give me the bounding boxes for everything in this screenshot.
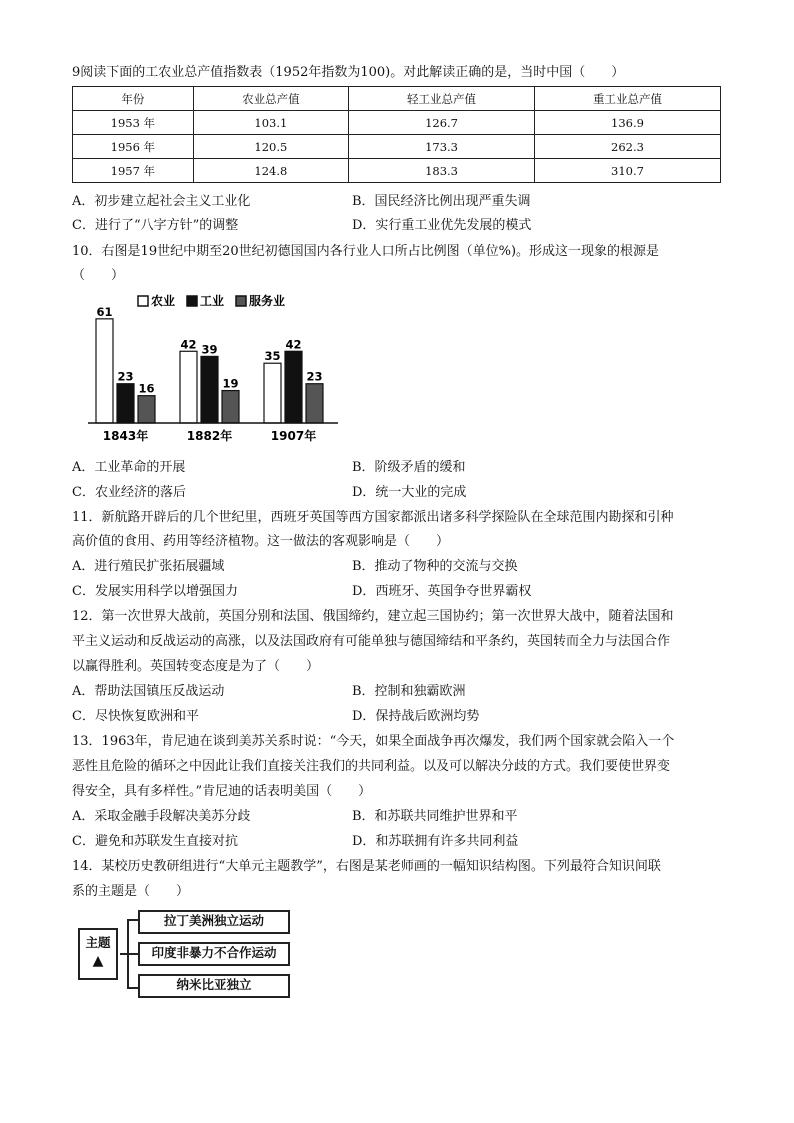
table-cell: 1956 年	[73, 135, 194, 159]
q12-option-a[interactable]: A．帮助法国镇压反战运动	[72, 684, 225, 699]
bar-value-label: 16	[138, 381, 155, 396]
bar-value-label: 61	[96, 304, 113, 319]
bar	[306, 384, 323, 423]
q13-stem-cont2: 得安全，具有多样性。”肯尼迪的话表明美国（ ）	[72, 784, 372, 799]
triangle-icon: ▲	[92, 953, 104, 969]
q14-stem-cont: 系的主题是（ ）	[72, 884, 190, 899]
legend-swatch	[236, 296, 246, 306]
q13-option-d[interactable]: D．和苏联拥有许多共同利益	[352, 834, 519, 849]
table-row	[73, 159, 721, 183]
table-cell: 1957 年	[73, 159, 194, 183]
table-header: 农业总产值	[193, 87, 348, 111]
table-cell: 1953 年	[73, 111, 194, 135]
legend-label: 农业	[151, 294, 176, 308]
employment-bar-chart	[88, 292, 348, 448]
legend-swatch	[138, 296, 148, 306]
theme-label: 主题	[85, 935, 111, 950]
q10-stem-cont: （ ）	[72, 268, 125, 283]
q11-option-d[interactable]: D．西班牙、英国争夺世界霸权	[352, 584, 532, 599]
q12-option-c[interactable]: C．尽快恢复欧洲和平	[72, 709, 199, 724]
q10-option-a[interactable]: A．工业革命的开展	[72, 460, 186, 475]
q12-stem-cont2: 以赢得胜利。英国转变态度是为了（ ）	[72, 659, 320, 674]
q13-stem: 13．1963年，肯尼迪在谈到美苏关系时说：“今天，如果全面战争再次爆发，我们两个国家就会陷入一个	[72, 734, 675, 749]
legend-label: 服务业	[249, 294, 286, 308]
q13-option-b[interactable]: B．和苏联共同维护世界和平	[352, 809, 518, 824]
table-cell: 183.3	[349, 159, 535, 183]
bar	[180, 351, 197, 423]
q12-option-d[interactable]: D．保持战后欧洲均势	[352, 709, 480, 724]
q10-stem: 10．右图是19世纪中期至20世纪初德国国内各行业人口所占比例图（单位%)。形成这一现象的根源是	[72, 244, 660, 259]
bar-value-label: 42	[180, 337, 197, 352]
bar-value-label: 19	[222, 376, 239, 391]
theme-box	[78, 928, 118, 980]
table-cell: 310.7	[535, 159, 721, 183]
bar	[138, 396, 155, 423]
legend-label: 工业	[200, 294, 225, 308]
table-cell: 124.8	[193, 159, 348, 183]
bar	[96, 319, 113, 423]
bar-value-label: 42	[285, 337, 302, 352]
chart-legend	[138, 293, 285, 308]
table-cell: 173.3	[349, 135, 535, 159]
q11-stem: 11．新航路开辟后的几个世纪里，西班牙英国等西方国家都派出诸多科学探险队在全球范围内勘探和引种	[72, 510, 674, 525]
x-tick-labels	[103, 428, 316, 443]
bar-value-label: 35	[264, 349, 281, 364]
q10-option-d[interactable]: D．统一大业的完成	[352, 485, 467, 500]
q9-option-b[interactable]: B．国民经济比例出现严重失调	[352, 194, 531, 209]
knowledge-structure-diagram	[78, 908, 293, 1000]
bar-value-label: 23	[117, 369, 134, 384]
table-cell: 136.9	[535, 111, 721, 135]
x-tick-label: 1843年	[102, 429, 149, 443]
table-header: 轻工业总产值	[349, 87, 535, 111]
q9-option-d[interactable]: D．实行重工业优先发展的模式	[352, 218, 532, 233]
q12-stem: 12．第一次世界大战前，英国分别和法国、俄国缔约，建立起三国协约；第一次世界大战中，随着法国和	[72, 609, 674, 624]
table-row	[73, 135, 721, 159]
q11-stem-cont: 高价值的食用、药用等经济植物。这一做法的客观影响是（ ）	[72, 534, 450, 549]
bar	[117, 384, 134, 423]
chart-bars	[96, 305, 323, 423]
table-header: 重工业总产值	[535, 87, 721, 111]
bar-value-label: 39	[201, 342, 218, 357]
x-tick-label: 1907年	[270, 429, 317, 443]
q13-stem-cont: 恶性且危险的循环之中因此让我们直接关注我们的共同利益。以及可以解决分歧的方式。我们要使世界变	[72, 759, 671, 774]
bar	[222, 391, 239, 423]
table-row	[73, 111, 721, 135]
bar	[285, 351, 302, 423]
table-cell: 120.5	[193, 135, 348, 159]
q11-option-b[interactable]: B．推动了物种的交流与交换	[352, 559, 518, 574]
bar	[264, 363, 281, 423]
diagram-item-namibia: 纳米比亚独立	[138, 974, 290, 998]
diagram-item-latin-america: 拉丁美洲独立运动	[138, 910, 290, 934]
q13-option-a[interactable]: A．采取金融手段解决美苏分歧	[72, 809, 251, 824]
legend-swatch	[187, 296, 197, 306]
diagram-item-india: 印度非暴力不合作运动	[138, 942, 290, 966]
q11-option-a[interactable]: A．进行殖民扩张拓展疆域	[72, 559, 225, 574]
x-tick-label: 1882年	[186, 429, 233, 443]
q10-option-c[interactable]: C．农业经济的落后	[72, 485, 186, 500]
q13-option-c[interactable]: C．避免和苏联发生直接对抗	[72, 834, 238, 849]
bar	[201, 356, 218, 423]
table-header: 年份	[73, 87, 194, 111]
q12-option-b[interactable]: B．控制和独霸欧洲	[352, 684, 466, 699]
q11-option-c[interactable]: C．发展实用科学以增强国力	[72, 584, 238, 599]
q9-stem: 9阅读下面的工农业总产值指数表（1952年指数为100)。对此解读正确的是，当时中国（ ）	[72, 65, 625, 80]
q14-stem: 14．某校历史教研组进行“大单元主题教学”，右图是某老师画的一幅知识结构图。下列最符合知识间联	[72, 859, 661, 874]
q9-option-c[interactable]: C．进行了“八字方针”的调整	[72, 218, 239, 233]
q10-option-b[interactable]: B．阶级矛盾的缓和	[352, 460, 466, 475]
index-table	[72, 86, 721, 183]
table-cell: 126.7	[349, 111, 535, 135]
table-header-row	[73, 87, 721, 111]
brace-connector	[118, 908, 140, 1000]
q12-stem-cont: 平主义运动和反战运动的高涨，以及法国政府有可能单独与德国缔结和平条约，英国转而全力与法国合作	[72, 634, 671, 649]
bar-value-label: 23	[306, 369, 323, 384]
q9-option-a[interactable]: A．初步建立起社会主义工业化	[72, 194, 251, 209]
table-cell: 103.1	[193, 111, 348, 135]
table-cell: 262.3	[535, 135, 721, 159]
